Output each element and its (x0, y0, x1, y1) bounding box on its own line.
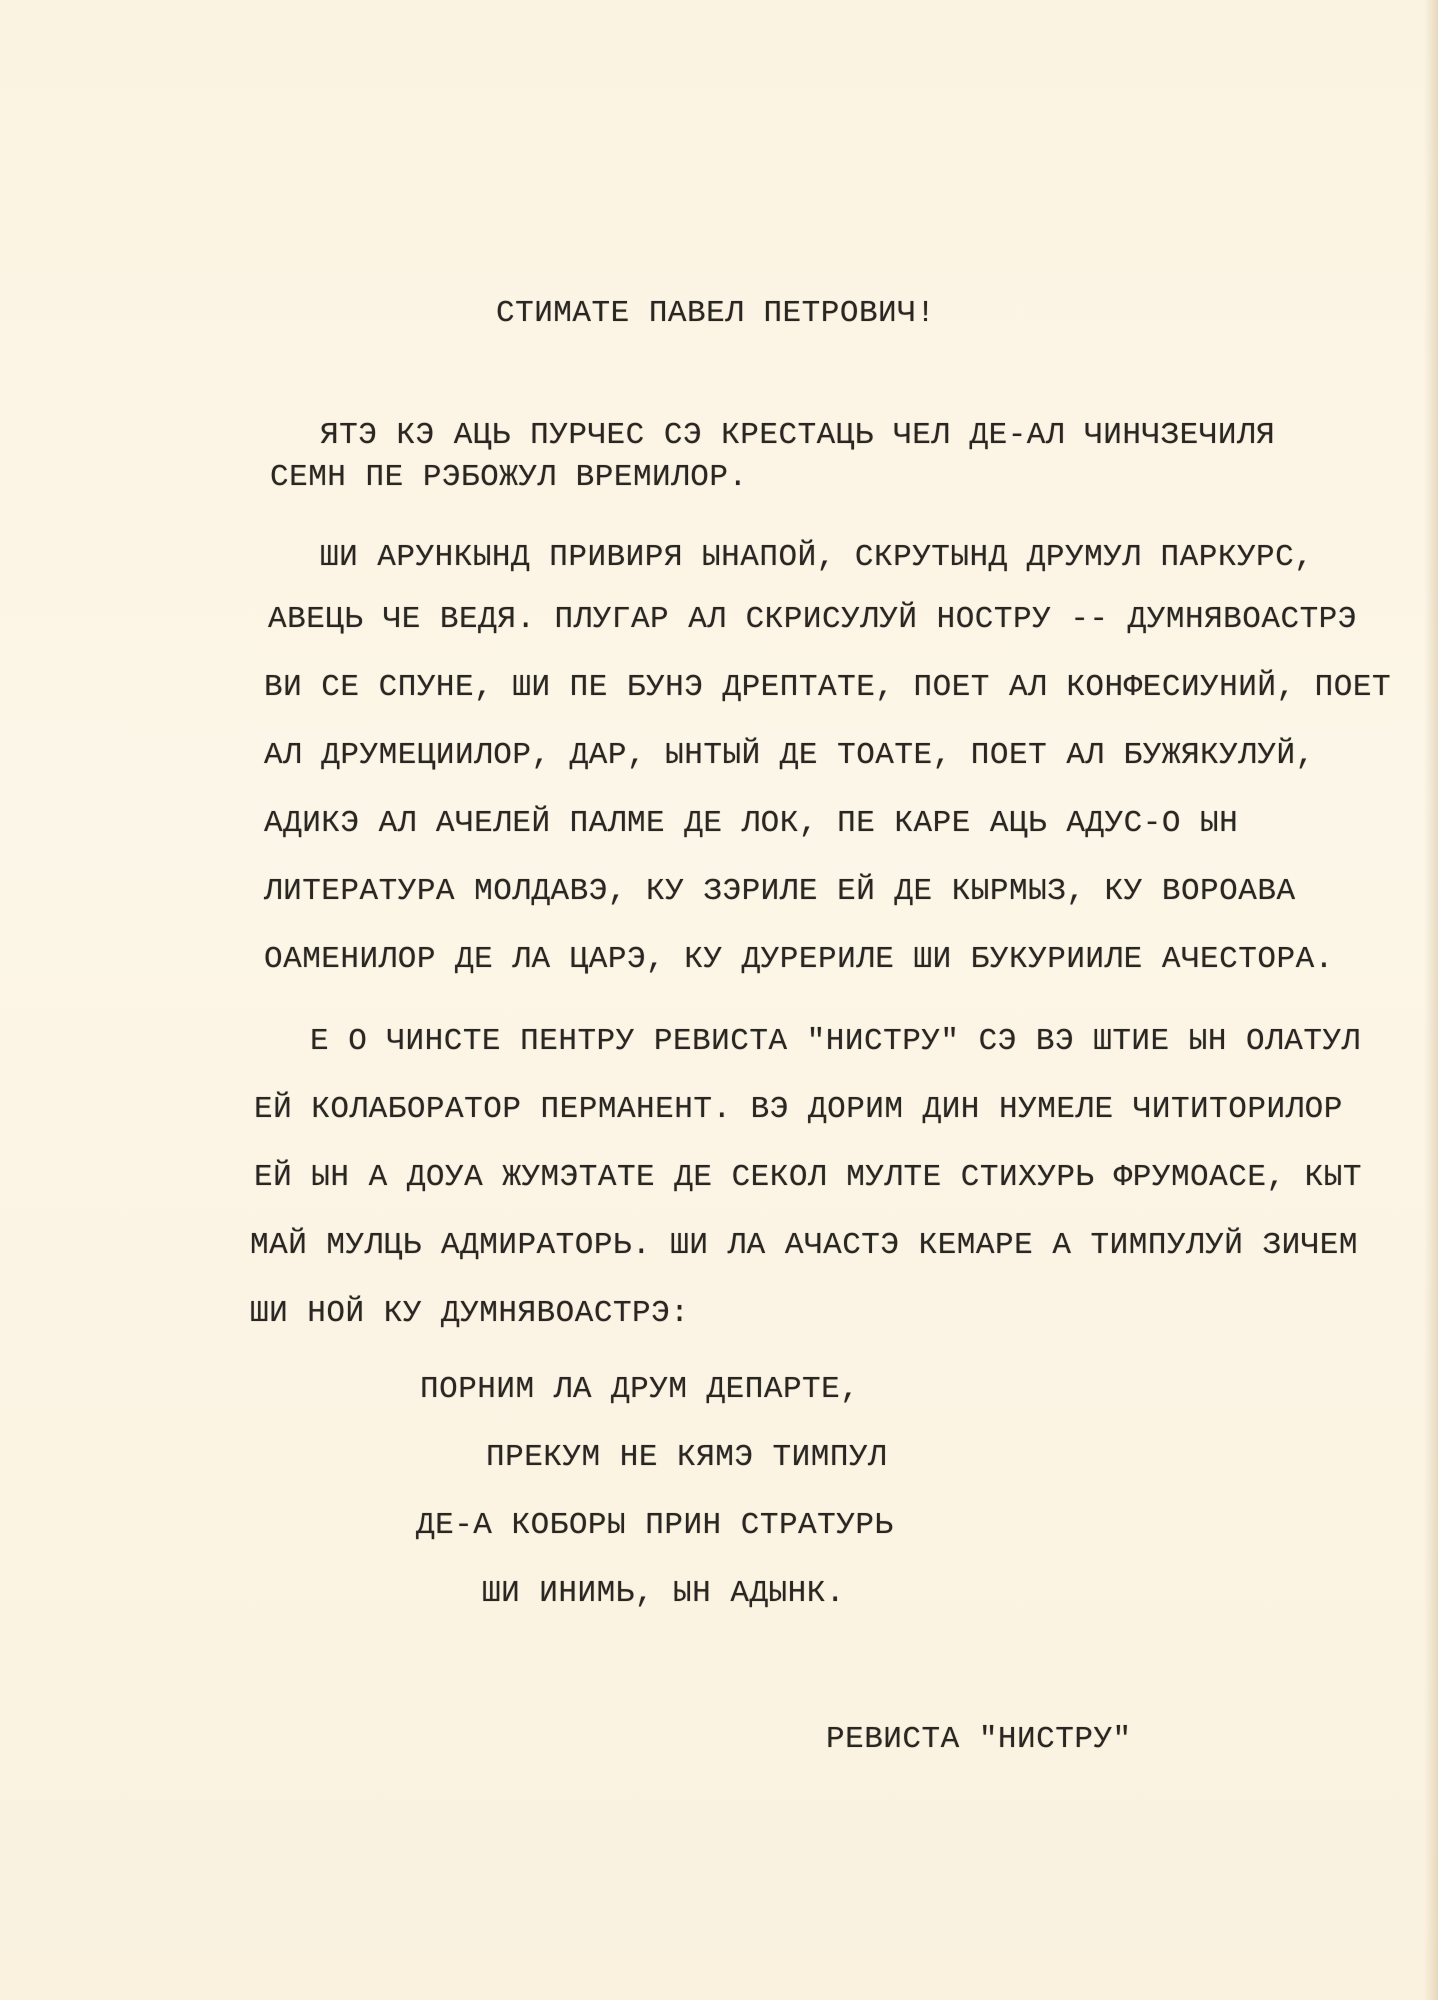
paragraph2-line: ЛИТЕРАТУРА МОЛДАВЭ, КУ ЗЭРИЛЕ ЕЙ ДЕ КЫРМЫЗ, КУ ВОРОАВА (264, 874, 1296, 909)
salutation: СТИМАТЕ ПАВЕЛ ПЕТРОВИЧ! (496, 296, 936, 331)
poem-line: ПРЕКУМ НЕ КЯМЭ ТИМПУЛ (486, 1440, 888, 1475)
paragraph3-line: ЕЙ КОЛАБОРАТОР ПЕРМАНЕНТ. ВЭ ДОРИМ ДИН НУМЕЛЕ ЧИТИТОРИЛОР (254, 1092, 1343, 1127)
paragraph3-line: Е О ЧИНСТЕ ПЕНТРУ РЕВИСТА "НИСТРУ" СЭ ВЭ ШТИЕ ЫН ОЛАТУЛ (310, 1024, 1361, 1059)
paper-edge (1424, 0, 1438, 2000)
paragraph3-line: ШИ НОЙ КУ ДУМНЯВОАСТРЭ: (250, 1296, 690, 1331)
paragraph3-line: ЕЙ ЫН А ДОУА ЖУМЭТАТЕ ДЕ СЕКОЛ МУЛТЕ СТИХУРЬ ФРУМОАСЕ, КЫТ (254, 1160, 1362, 1195)
paragraph1-line: ЯТЭ КЭ АЦЬ ПУРЧЕС СЭ КРЕСТАЦЬ ЧЕЛ ДЕ-АЛ ЧИНЧЗЕЧИЛЯ (320, 418, 1276, 453)
paragraph2-line: ШИ АРУНКЫНД ПРИВИРЯ ЫНАПОЙ, СКРУТЫНД ДРУМУЛ ПАРКУРС, (320, 540, 1314, 575)
paragraph1-line: СЕМН ПЕ РЭБОЖУЛ ВРЕМИЛОР. (270, 460, 748, 495)
poem-line: ШИ ИНИМЬ, ЫН АДЫНК. (482, 1576, 845, 1611)
poem-line: ПОРНИМ ЛА ДРУМ ДЕПАРТЕ, (420, 1372, 860, 1407)
paragraph2-line: АВЕЦЬ ЧЕ ВЕДЯ. ПЛУГАР АЛ СКРИСУЛУЙ НОСТРУ -- ДУМНЯВОАСТРЭ (268, 602, 1357, 637)
paragraph2-line: АДИКЭ АЛ АЧЕЛЕЙ ПАЛМЕ ДЕ ЛОК, ПЕ КАРЕ АЦЬ АДУС-О ЫН (264, 806, 1239, 841)
paragraph2-line: ВИ СЕ СПУНЕ, ШИ ПЕ БУНЭ ДРЕПТАТЕ, ПОЕТ АЛ КОНФЕСИУНИЙ, ПОЕТ (264, 670, 1392, 705)
paragraph3-line: МАЙ МУЛЦЬ АДМИРАТОРЬ. ШИ ЛА АЧАСТЭ КЕМАРЕ А ТИМПУЛУЙ ЗИЧЕМ (250, 1228, 1358, 1263)
poem-line: ДЕ-А КОБОРЫ ПРИН СТРАТУРЬ (416, 1508, 894, 1543)
paragraph2-line: ОАМЕНИЛОР ДЕ ЛА ЦАРЭ, КУ ДУРЕРИЛЕ ШИ БУКУРИИЛЕ АЧЕСТОРА. (264, 942, 1334, 977)
paragraph2-line: АЛ ДРУМЕЦИИЛОР, ДАР, ЫНТЫЙ ДЕ ТОАТЕ, ПОЕТ АЛ БУЖЯКУЛУЙ, (264, 738, 1315, 773)
signature: РЕВИСТА "НИСТРУ" (826, 1722, 1132, 1757)
